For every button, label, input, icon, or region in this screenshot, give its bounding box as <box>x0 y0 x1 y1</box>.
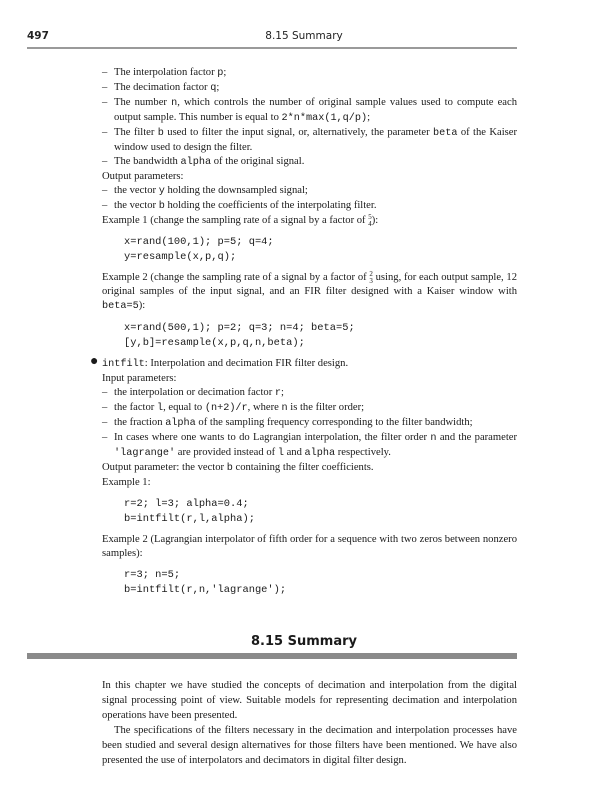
intfilt-example-1-code <box>124 497 517 526</box>
code-inline: (n+2)/r <box>204 403 248 414</box>
text: containing the filter coefficients. <box>232 462 374 473</box>
text: using, for each output sample, 12 original samples of the input signal, and an FIR filter designed with a Kaiser window with <box>102 272 518 297</box>
text: The filter <box>114 127 158 138</box>
text: the interpolation or decimation factor <box>114 387 275 398</box>
list-item <box>102 81 517 96</box>
code-inline: b <box>226 463 233 474</box>
list-item <box>102 199 517 214</box>
code-inline: 'lagrange' <box>114 448 176 459</box>
fraction-denominator: 4 <box>368 220 372 228</box>
text: the factor <box>114 402 157 413</box>
text: The bandwidth <box>114 156 181 167</box>
fraction-denominator: 3 <box>369 277 373 285</box>
code-inline: y <box>158 186 165 197</box>
code-line: b=intfilt(r,n,'lagrange'); <box>124 583 287 596</box>
function-name: intfilt <box>102 359 145 370</box>
code-inline: alpha <box>304 448 336 459</box>
code-inline: n <box>281 403 288 414</box>
text: Example 2 (change the sampling rate of a signal by a factor of <box>102 272 370 283</box>
code-inline: b <box>157 128 164 139</box>
bullet-icon: ● <box>90 354 99 369</box>
text: are provided instead of <box>175 447 278 458</box>
text: , where <box>247 402 282 413</box>
text: holding the downsampled signal; <box>164 185 308 196</box>
text: holding the coefficients of the interpolating filter. <box>164 200 377 211</box>
input-params-label: Input parameters: <box>102 373 177 384</box>
summary-paragraph: The specifications of the filters necessary in the decimation and interpolation processes have been studied and several design alternatives for those filters have been mentioned. We have also presented the use of interpolators and decimators in digital filter design. <box>102 725 517 766</box>
text: In cases where one wants to do Lagrangian interpolation, the filter order <box>114 432 431 443</box>
intfilt-params-list <box>102 386 517 461</box>
list-item <box>102 96 517 126</box>
text: ; <box>367 112 371 123</box>
text: The interpolation factor <box>114 67 218 78</box>
code-inline: 2*n*max(1,q/p) <box>281 113 368 124</box>
header-rule <box>27 47 517 49</box>
resample-example-1-code <box>124 235 517 264</box>
resample-example-2-code <box>124 321 517 350</box>
text: Example 1 (change the sampling rate of a signal by a factor of <box>102 215 369 226</box>
code-line: [y,b]=resample(x,p,q,n,beta); <box>124 336 305 349</box>
code-line: y=resample(x,p,q); <box>124 250 237 263</box>
code-inline: alpha <box>180 157 212 168</box>
code-inline: r <box>274 388 282 399</box>
resample-example-1-label <box>102 214 517 228</box>
text: is the filter order; <box>287 402 365 413</box>
text: the vector <box>114 200 159 211</box>
list-item <box>102 386 517 401</box>
list-item <box>102 184 517 199</box>
text: of the original signal. <box>211 156 305 167</box>
code-inline: beta=5 <box>102 301 139 312</box>
running-title: 8.15 Summary <box>265 30 343 42</box>
intfilt-bullet <box>90 354 517 372</box>
text: and <box>283 447 305 458</box>
section-bar <box>27 653 517 659</box>
code-inline: n <box>430 433 437 444</box>
list-item <box>102 155 517 170</box>
text: of the Kaiser window used to design the filter. <box>114 127 517 153</box>
text: and the parameter <box>436 432 517 443</box>
text: used to filter the input signal, or, alternatively, the parameter <box>163 127 434 138</box>
text: Output parameter: the vector <box>102 462 227 473</box>
page-body <box>90 66 518 604</box>
code-inline: beta <box>433 128 458 139</box>
text: ; <box>281 387 284 398</box>
code-inline: p <box>217 68 224 79</box>
intfilt-example-2-code <box>124 568 517 597</box>
text: of the sampling frequency corresponding to the filter bandwidth; <box>195 417 473 428</box>
text: ): <box>371 215 379 226</box>
code-line: b=intfilt(r,l,alpha); <box>124 512 255 525</box>
text: respectively. <box>335 447 391 458</box>
code-inline: alpha <box>165 418 196 429</box>
text: the fraction <box>114 417 166 428</box>
text: The decimation factor <box>114 82 211 93</box>
text: ; <box>223 67 227 78</box>
list-item <box>102 416 517 431</box>
list-item <box>102 431 517 461</box>
text: ): <box>138 300 146 311</box>
intfilt-output-param <box>102 461 517 476</box>
code-inline: b <box>158 201 165 212</box>
fraction-numerator: 5 <box>368 213 372 221</box>
code-line: r=2; l=3; alpha=0.4; <box>124 498 249 510</box>
intfilt-example-1-label: Example 1: <box>102 477 151 488</box>
summary-paragraph: In this chapter we have studied the concepts of decimation and interpolation from the digital signal processing point of view. Suitable models for representing decimation and interpolation operations have been presented. <box>102 680 517 721</box>
fraction-numerator: 2 <box>369 270 373 278</box>
intfilt-example-2-label: Example 2 (Lagrangian interpolator of fifth order for a sequence with two zeros between nonzero samples): <box>102 534 517 559</box>
function-description: : Interpolation and decimation FIR filter design. <box>144 358 349 369</box>
list-item <box>102 401 517 416</box>
resample-params-list <box>102 66 517 170</box>
resample-outputs-list <box>102 184 517 214</box>
code-inline: l <box>277 448 284 459</box>
running-header <box>0 30 608 46</box>
section-heading: 8.15 Summary <box>251 634 357 649</box>
text: ; <box>216 82 220 93</box>
code-inline: q <box>210 83 217 94</box>
code-line: x=rand(100,1); p=5; q=4; <box>124 236 274 248</box>
text: The number <box>114 97 172 108</box>
list-item <box>102 126 517 155</box>
text: , which controls the number of original sample values used to compute each output sample. This number is equal to <box>114 97 517 123</box>
code-inline: l <box>156 403 164 414</box>
code-inline: n <box>171 98 178 109</box>
code-line: r=3; n=5; <box>124 569 181 581</box>
output-params-label: Output parameters: <box>102 171 184 182</box>
text: , equal to <box>163 402 205 413</box>
code-line: x=rand(500,1); p=2; q=3; n=4; beta=5; <box>124 322 355 334</box>
page-number: 497 <box>27 30 49 42</box>
resample-example-2-label <box>102 271 517 314</box>
summary-text <box>102 678 517 768</box>
list-item <box>102 66 517 81</box>
text: the vector <box>114 185 159 196</box>
